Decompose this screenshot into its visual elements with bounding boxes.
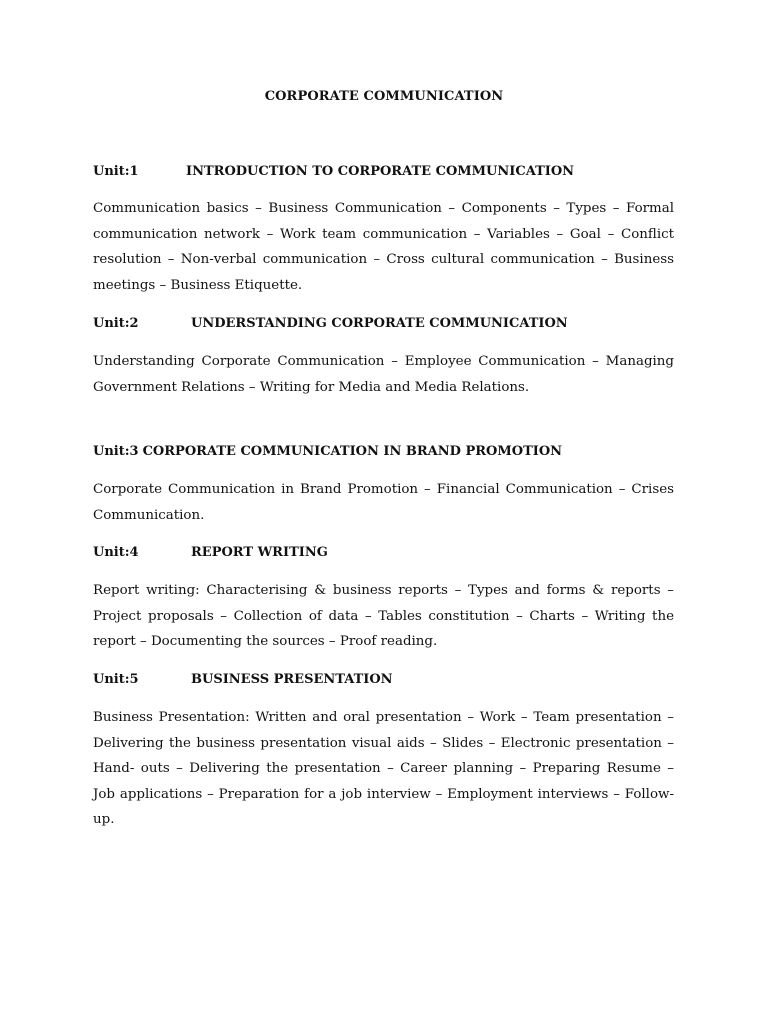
unit-2-number: Unit:2: [93, 316, 139, 331]
unit-4-body: Report writing: Characterising & business reports – Types and forms & reports – Project proposals – Collection of data – Tables constitution – Charts – Writing the report – Documenting the sources – Proof reading.: [93, 583, 674, 650]
unit-2-heading: [93, 314, 683, 334]
unit-1-body: Communication basics – Business Communication – Components – Types – Formal communication network – Work team communication – Variables – Goal – Conflict resolution – Non-verbal communication – Cross cultural communication – Business meetings – Business Etiquette.: [93, 201, 674, 293]
unit-3-title: CORPORATE COMMUNICATION IN BRAND PROMOTION: [142, 444, 563, 459]
unit-4-heading: [93, 543, 683, 563]
unit-5-title: BUSINESS PRESENTATION: [191, 672, 393, 687]
unit-1-number: Unit:1: [93, 164, 139, 179]
unit-4-number: Unit:4: [93, 545, 139, 560]
unit-4-title: REPORT WRITING: [191, 545, 328, 560]
unit-3-body: Corporate Communication in Brand Promotion – Financial Communication – Crises Communication.: [93, 482, 674, 523]
unit-2-body: Understanding Corporate Communication – Employee Communication – Managing Government Relations – Writing for Media and Media Relations.: [93, 354, 674, 395]
unit-5-heading: [93, 670, 683, 690]
unit-5-body: Business Presentation: Written and oral presentation – Work – Team presentation – Delivering the business presentation visual aids – Slides – Electronic presentation – Hand- outs – Delivering the presentation – Career planning – Preparing Resume – Job applications – Preparation for a job interview – Employment interviews – Follow-up.: [93, 710, 674, 828]
unit-5-number: Unit:5: [93, 672, 139, 687]
page-title: CORPORATE COMMUNICATION: [264, 89, 504, 104]
unit-1-heading: [93, 162, 683, 182]
unit-2-title: UNDERSTANDING CORPORATE COMMUNICATION: [191, 316, 568, 331]
unit-3-number: Unit:3: [93, 444, 139, 459]
unit-3-heading: [93, 442, 683, 462]
unit-1-title: INTRODUCTION TO CORPORATE COMMUNICATION: [186, 164, 575, 179]
